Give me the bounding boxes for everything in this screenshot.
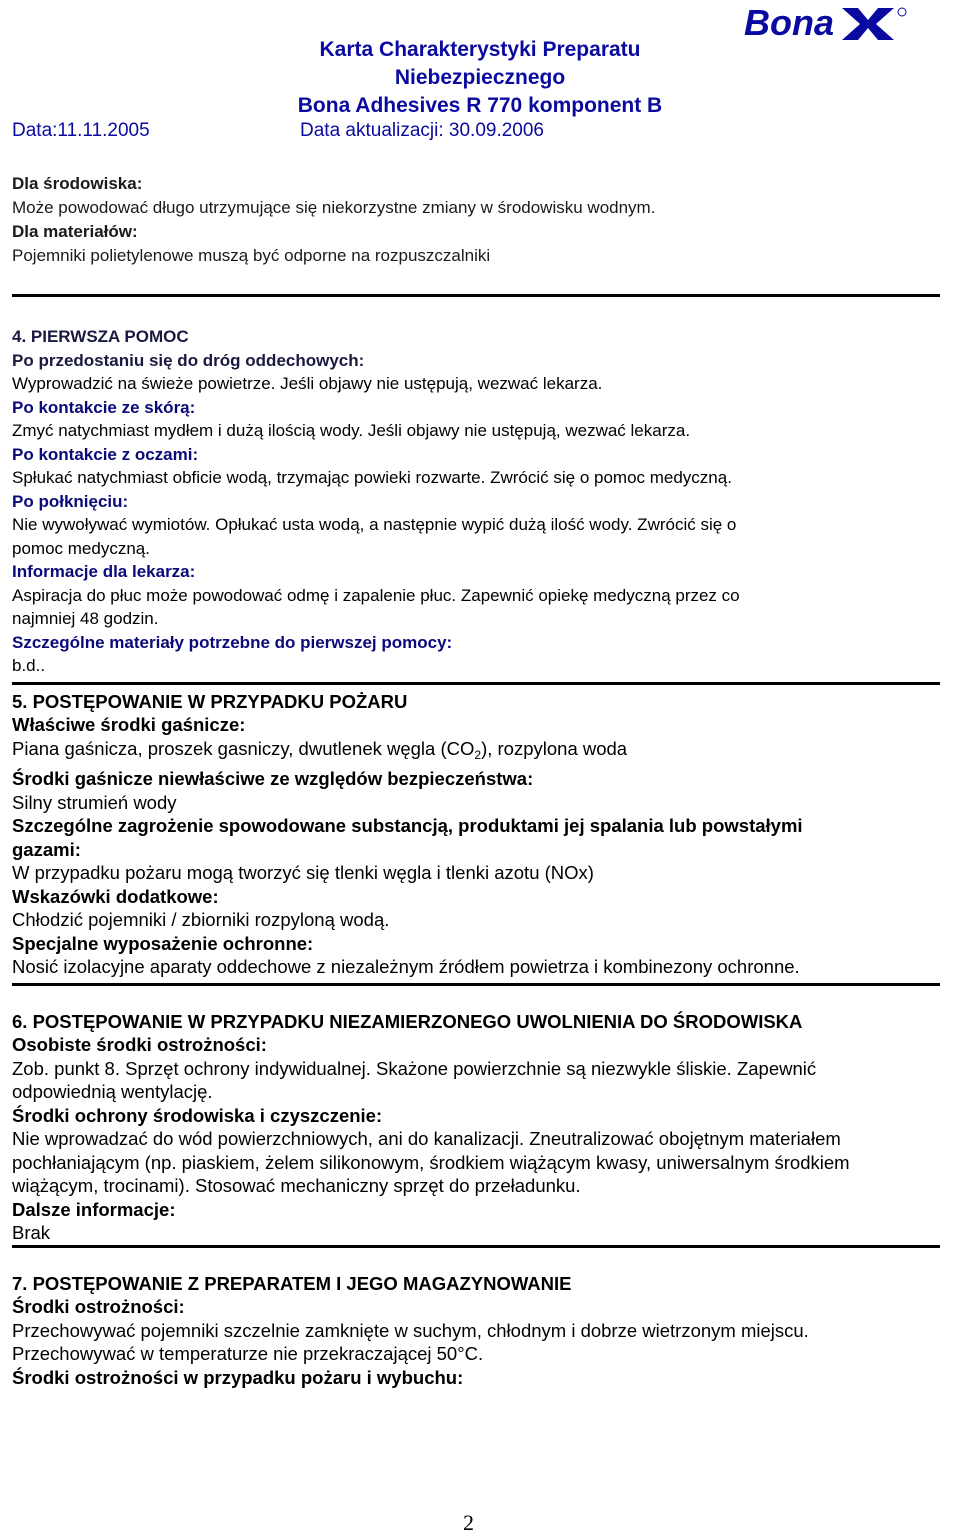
paragraph: Chłodzić pojemniki / zbiorniki rozpyloną wodą. xyxy=(12,909,390,930)
paragraph: odpowiednią wentylację. xyxy=(12,1081,213,1102)
section-accidental-release xyxy=(12,1010,942,1245)
section-title: 7. POSTĘPOWANIE Z PREPARATEM I JEGO MAGAZYNOWANIE xyxy=(12,1272,572,1294)
subheading: gazami: xyxy=(12,838,81,860)
paragraph: Przechowywać pojemniki szczelnie zamknięte w suchym, chłodnym i dobrze wietrzonym miejscu. xyxy=(12,1319,809,1341)
paragraph: Nie wprowadzać do wód powierzchniowych, ani do kanalizacji. Zneutralizować obojętnym materiałem xyxy=(12,1128,841,1149)
subheading: Specjalne wyposażenie ochronne: xyxy=(12,932,314,954)
section-title: 5. POSTĘPOWANIE W PRZYPADKU POŻARU xyxy=(12,690,408,712)
subheading: Informacje dla lekarza: xyxy=(12,562,196,581)
subheading: Właściwe środki gaśnicze: xyxy=(12,714,246,735)
section-fire-fighting xyxy=(12,690,942,979)
paragraph: Silny strumień wody xyxy=(12,791,177,813)
section-title: 6. POSTĘPOWANIE W PRZYPADKU NIEZAMIERZONEGO UWOLNIENIA DO ŚRODOWISKA xyxy=(12,1010,803,1032)
materials-heading: Dla materiałów: xyxy=(12,222,138,241)
section-first-aid xyxy=(12,325,942,678)
paragraph: Zob. punkt 8. Sprzęt ochrony indywidualnej. Skażone powierzchnie są niezwykle śliskie. Zapewnić xyxy=(12,1057,817,1079)
env-heading: Dla środowiska: xyxy=(12,174,143,193)
paragraph: Spłukać natychmiast obficie wodą, trzymając powieki rozwarte. Zwrócić się o pomoc medyczną. xyxy=(12,468,732,487)
paragraph xyxy=(12,737,942,768)
subheading: Po przedostaniu się do dróg oddechowych: xyxy=(12,350,365,370)
issue-date: Data:11.11.2005 xyxy=(12,120,150,141)
paragraph: Aspiracja do płuc może powodować odmę i zapalenie płuc. Zapewnić opiekę medyczną przez co xyxy=(12,585,740,605)
text-run: Piana gaśnicza, proszek gasniczy, dwutlenek węgla (CO xyxy=(12,737,475,759)
subheading: Środki ostrożności w przypadku pożaru i wybuchu: xyxy=(12,1366,464,1388)
subheading: Po połknięciu: xyxy=(12,491,129,511)
document-title-line1: Karta Charakterystyki Preparatu xyxy=(319,38,641,61)
environment-section xyxy=(12,172,942,268)
section-title: 4. PIERWSZA POMOC xyxy=(12,327,189,346)
env-text: Może powodować długo utrzymujące się niekorzystne zmiany w środowisku wodnym. xyxy=(12,198,656,217)
subscript: 2 xyxy=(474,747,482,762)
subheading: Dalsze informacje: xyxy=(12,1198,176,1220)
paragraph: pochłaniającym (np. piaskiem, żelem silikonowym, środkiem wiążącym kwasy, uniwersalnym środkiem xyxy=(12,1151,850,1173)
page-number: 2 xyxy=(463,1510,474,1535)
document-header xyxy=(0,0,960,150)
paragraph: Nie wywoływać wymiotów. Opłukać usta wodą, a następnie wypić dużą ilość wody. Zwrócić się o xyxy=(12,515,737,534)
paragraph: Zmyć natychmiast mydłem i dużą ilością wody. Jeśli objawy nie ustępują, wezwać lekarza. xyxy=(12,421,691,440)
subheading: Wskazówki dodatkowe: xyxy=(12,885,219,907)
revision-date: Data aktualizacji: 30.09.2006 xyxy=(300,120,544,141)
logo-x-mark xyxy=(842,8,894,40)
paragraph: pomoc medyczną. xyxy=(12,538,150,558)
paragraph: najmniej 48 godzin. xyxy=(12,609,159,628)
subheading: Środki ochrony środowiska i czyszczenie: xyxy=(12,1104,383,1126)
paragraph: Przechowywać w temperaturze nie przekraczającej 50°C. xyxy=(12,1343,484,1364)
subheading: Środki gaśnicze niewłaściwe ze względów bezpieczeństwa: xyxy=(12,768,534,789)
document-title-line2: Niebezpiecznego xyxy=(394,66,566,89)
subheading: Osobiste środki ostrożności: xyxy=(12,1034,267,1055)
paragraph: Brak xyxy=(12,1222,51,1243)
materials-text: Pojemniki polietylenowe muszą być odporne na rozpuszczalniki xyxy=(12,246,491,265)
section-handling-storage xyxy=(12,1272,942,1390)
subheading: Środki ostrożności: xyxy=(12,1296,185,1317)
paragraph: b.d.. xyxy=(12,656,46,675)
logo-wordmark: Bona xyxy=(744,2,834,43)
paragraph: Wyprowadzić na świeże powietrze. Jeśli objawy nie ustępują, wezwać lekarza. xyxy=(12,374,603,393)
document-body xyxy=(12,172,942,1389)
subheading: Po kontakcie z oczami: xyxy=(12,444,199,464)
paragraph: wiążącym, trocinami). Stosować mechaniczny sprzęt do przeładunku. xyxy=(12,1175,581,1196)
text-run: ), rozpylona woda xyxy=(481,737,628,759)
paragraph: W przypadku pożaru mogą tworzyć się tlenki węgla i tlenki azotu (NOx) xyxy=(12,862,594,883)
subheading: Po kontakcie ze skórą: xyxy=(12,397,196,417)
paragraph: Nosić izolacyjne aparaty oddechowe z niezależnym źródłem powietrza i kombinezony ochronne. xyxy=(12,956,800,977)
subheading: Szczególne materiały potrzebne do pierwszej pomocy: xyxy=(12,632,453,652)
product-name: Bona Adhesives R 770 komponent B xyxy=(297,94,663,117)
subheading: Szczególne zagrożenie spowodowane substancją, produktami jej spalania lub powstałymi xyxy=(12,815,803,836)
